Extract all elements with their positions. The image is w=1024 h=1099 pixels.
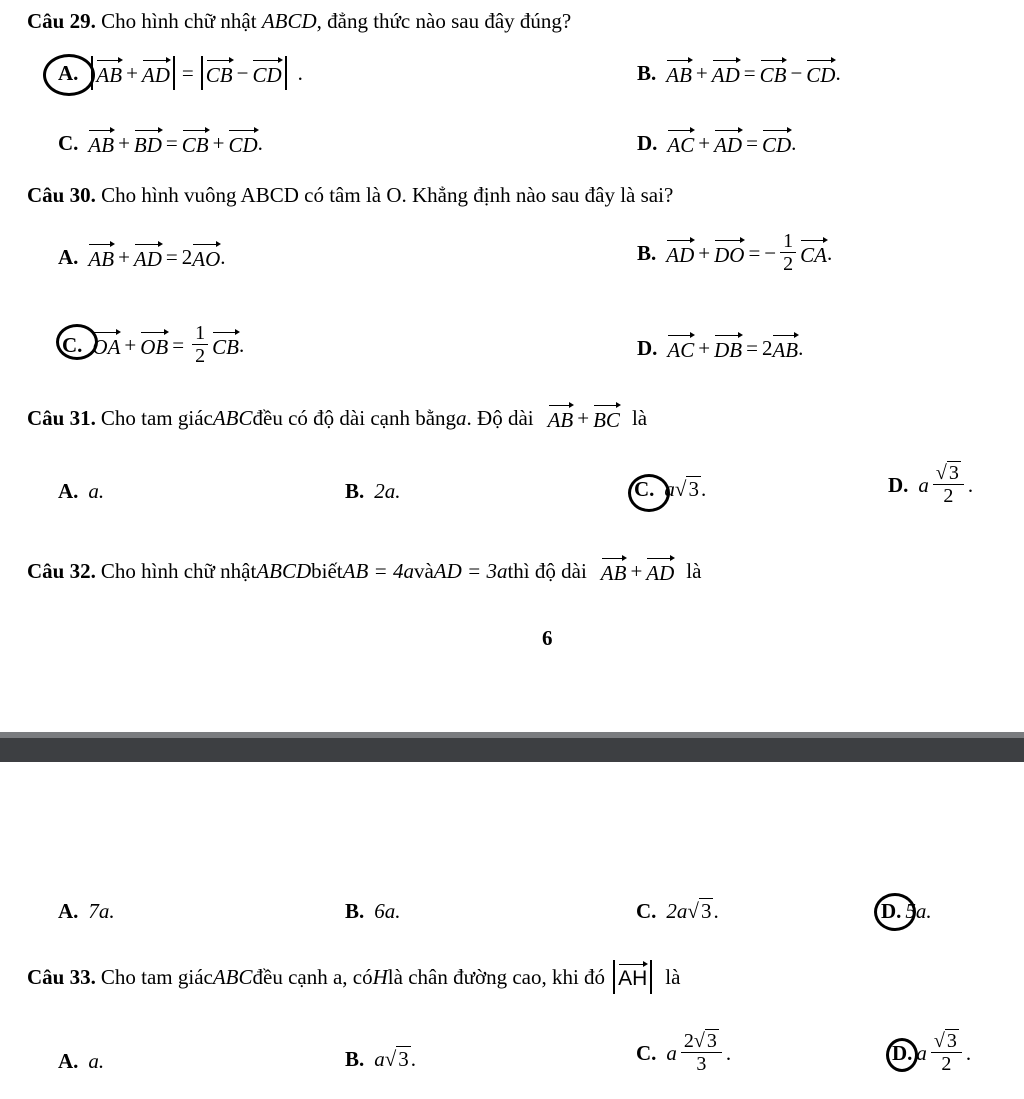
q29-option-b[interactable]: B. AB + AD = CB − CD . [637, 58, 841, 88]
page-number: 6 [542, 626, 553, 650]
q31-option-b[interactable]: B. 2a. [345, 479, 401, 503]
q30-option-b[interactable]: B. AD + DO = − $\frac{1}{2}$ CA . [637, 230, 833, 275]
q31-answer-circle [628, 474, 670, 512]
q31-stem: Câu 31. Cho tam giác ABC đều có độ dài cạnh bằng a . Độ dài AB + BC là [27, 403, 647, 433]
q33-title: Câu 33. [27, 965, 96, 989]
q30-answer-circle [56, 324, 98, 360]
q29-option-a[interactable]: A. AB + AD = CB − CD . [58, 56, 303, 90]
q30-title: Câu 30. [27, 183, 96, 207]
q33-option-d[interactable]: D. a $\frac{√ 3}{2}$ . [892, 1030, 972, 1075]
q29-option-d[interactable]: D. AC + AD = CD . [637, 128, 796, 158]
q33-answer-circle [886, 1038, 918, 1072]
q30-option-d[interactable]: D. AC + DB = 2 AB . [637, 333, 803, 363]
q30-option-a[interactable]: A. AB + AD = 2 AO . [58, 242, 226, 272]
q33-stem: Câu 33. Cho tam giác ABC đều cạnh a, có H là chân đường cao, khi đó AH là [27, 960, 680, 994]
q32-option-a[interactable]: A. 7a. [58, 899, 115, 923]
q31-option-a[interactable]: A. a. [58, 479, 105, 503]
q29-stem: Câu 29. Cho hình chữ nhật ABCD, đẳng thức nào sau đây đúng? [27, 9, 572, 33]
q29-answer-circle [43, 54, 95, 96]
q32-answer-circle [874, 893, 916, 931]
q32-title: Câu 32. [27, 559, 96, 583]
q30-option-c[interactable]: C. OA + OB = $\frac{1}{2}$ CB . [62, 322, 245, 367]
q31-title: Câu 31. [27, 406, 96, 430]
q33-option-a[interactable]: A. a. [58, 1049, 105, 1073]
q33-option-b[interactable]: B. a √3 . [345, 1047, 417, 1071]
q31-option-c[interactable]: C. a √3 . [634, 477, 707, 501]
q32-option-c[interactable]: C. 2a √3 . [636, 899, 719, 923]
q29-title: Câu 29. [27, 9, 96, 33]
q29-option-c[interactable]: C. AB + BD = CB + CD . [58, 128, 263, 158]
q31-option-d[interactable]: D. a $\frac{√ 3}{2}$ . [888, 462, 974, 507]
q33-option-c[interactable]: C. a $\frac{2√ 3}{3}$ . [636, 1030, 732, 1075]
q32-option-d[interactable]: D. 5a. [881, 899, 932, 923]
q30-stem: Câu 30. Cho hình vuông ABCD có tâm là O. Khẳng định nào sau đây là sai? [27, 183, 674, 207]
q32-option-b[interactable]: B. 6a. [345, 899, 401, 923]
page-divider [0, 738, 1024, 762]
q32-stem: Câu 32. Cho hình chữ nhật ABCD biết AB = 4a và AD = 3a thì độ dài AB + AD là [27, 556, 701, 586]
